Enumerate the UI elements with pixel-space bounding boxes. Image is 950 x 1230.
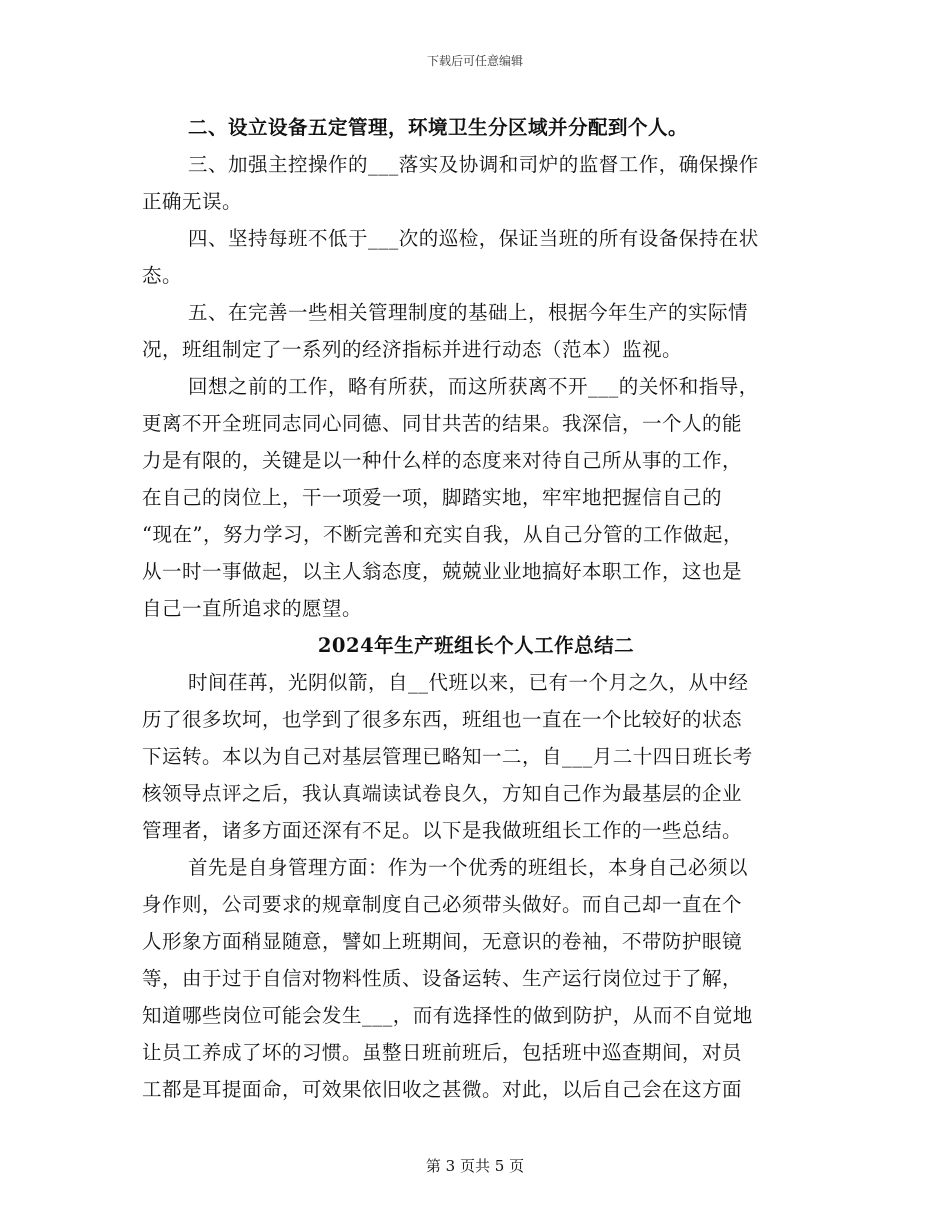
section-heading: 2024年生产班组长个人工作总结二	[317, 634, 635, 657]
paragraph-line: 五、在完善一些相关管理制度的基础上，根据今年生产的实际情	[188, 301, 749, 324]
paragraph-line: 力是有限的，关键是以一种什么样的态度来对待自己所从事的工作，	[142, 449, 743, 472]
paragraph-line: 二、设立设备五定管理，环境卫生分区域并分配到个人。	[188, 116, 689, 139]
paragraph-line: 三、加强主控操作的___落实及协调和司炉的监督工作，确保操作	[188, 153, 759, 176]
paragraph-line: 等，由于过于自信对物料性质、设备运转、生产运行岗位过于了解，	[142, 967, 743, 990]
paragraph-line: 工都是耳提面命，可效果依旧收之甚微。对此，以后自己会在这方面	[142, 1078, 743, 1101]
paragraph-line: 下运转。本以为自己对基层管理已略知一二，自___月二十四日班长考	[142, 745, 753, 768]
paragraph-line: 态。	[142, 264, 183, 287]
paragraph-line: 自己一直所追求的愿望。	[142, 597, 363, 620]
page-number: 第 3 页共 5 页	[425, 1157, 525, 1175]
paragraph-line: 人形象方面稍显随意，譬如上班期间，无意识的卷袖，不带防护眼镜	[142, 930, 743, 953]
paragraph-line: 身作则，公司要求的规章制度自己必须带头做好。而自己却一直在个	[142, 893, 743, 916]
paragraph-line: 四、坚持每班不低于___次的巡检，保证当班的所有设备保持在状	[188, 227, 759, 250]
paragraph-line: 管理者，诸多方面还深有不足。以下是我做班组长工作的一些总结。	[142, 819, 743, 842]
paragraph-line: 从一时一事做起，以主人翁态度，兢兢业业地搞好本职工作，这也是	[142, 560, 743, 583]
paragraph-line: 让员工养成了坏的习惯。虽整日班前班后，包括班中巡查期间，对员	[142, 1041, 743, 1064]
page-header: 下载后可任意编辑	[426, 54, 523, 68]
paragraph-line: 核领导点评之后，我认真端读试卷良久，方知自己作为最基层的企业	[142, 782, 743, 805]
document-body	[142, 109, 810, 1108]
paragraph-line: “现在”，努力学习，不断完善和充实自我，从自己分管的工作做起，	[142, 523, 743, 546]
paragraph-line: 历了很多坎坷，也学到了很多东西，班组也一直在一个比较好的状态	[142, 708, 743, 731]
paragraph-line: 知道哪些岗位可能会发生___，而有选择性的做到防护，从而不自觉地	[142, 1004, 753, 1027]
paragraph-line: 时间荏苒，光阴似箭，自__代班以来，已有一个月之久，从中经	[188, 671, 749, 694]
paragraph-line: 回想之前的工作，略有所获，而这所获离不开___的关怀和指导，	[188, 375, 759, 398]
paragraph-line: 正确无误。	[142, 190, 243, 213]
paragraph-line: 首先是自身管理方面：作为一个优秀的班组长，本身自己必须以	[188, 856, 749, 879]
paragraph-line: 更离不开全班同志同心同德、同甘共苦的结果。我深信，一个人的能	[142, 412, 743, 435]
paragraph-line: 在自己的岗位上，干一项爱一项，脚踏实地，牢牢地把握信自己的	[142, 486, 723, 509]
paragraph-line: 况，班组制定了一系列的经济指标并进行动态（范本）监视。	[142, 338, 683, 361]
